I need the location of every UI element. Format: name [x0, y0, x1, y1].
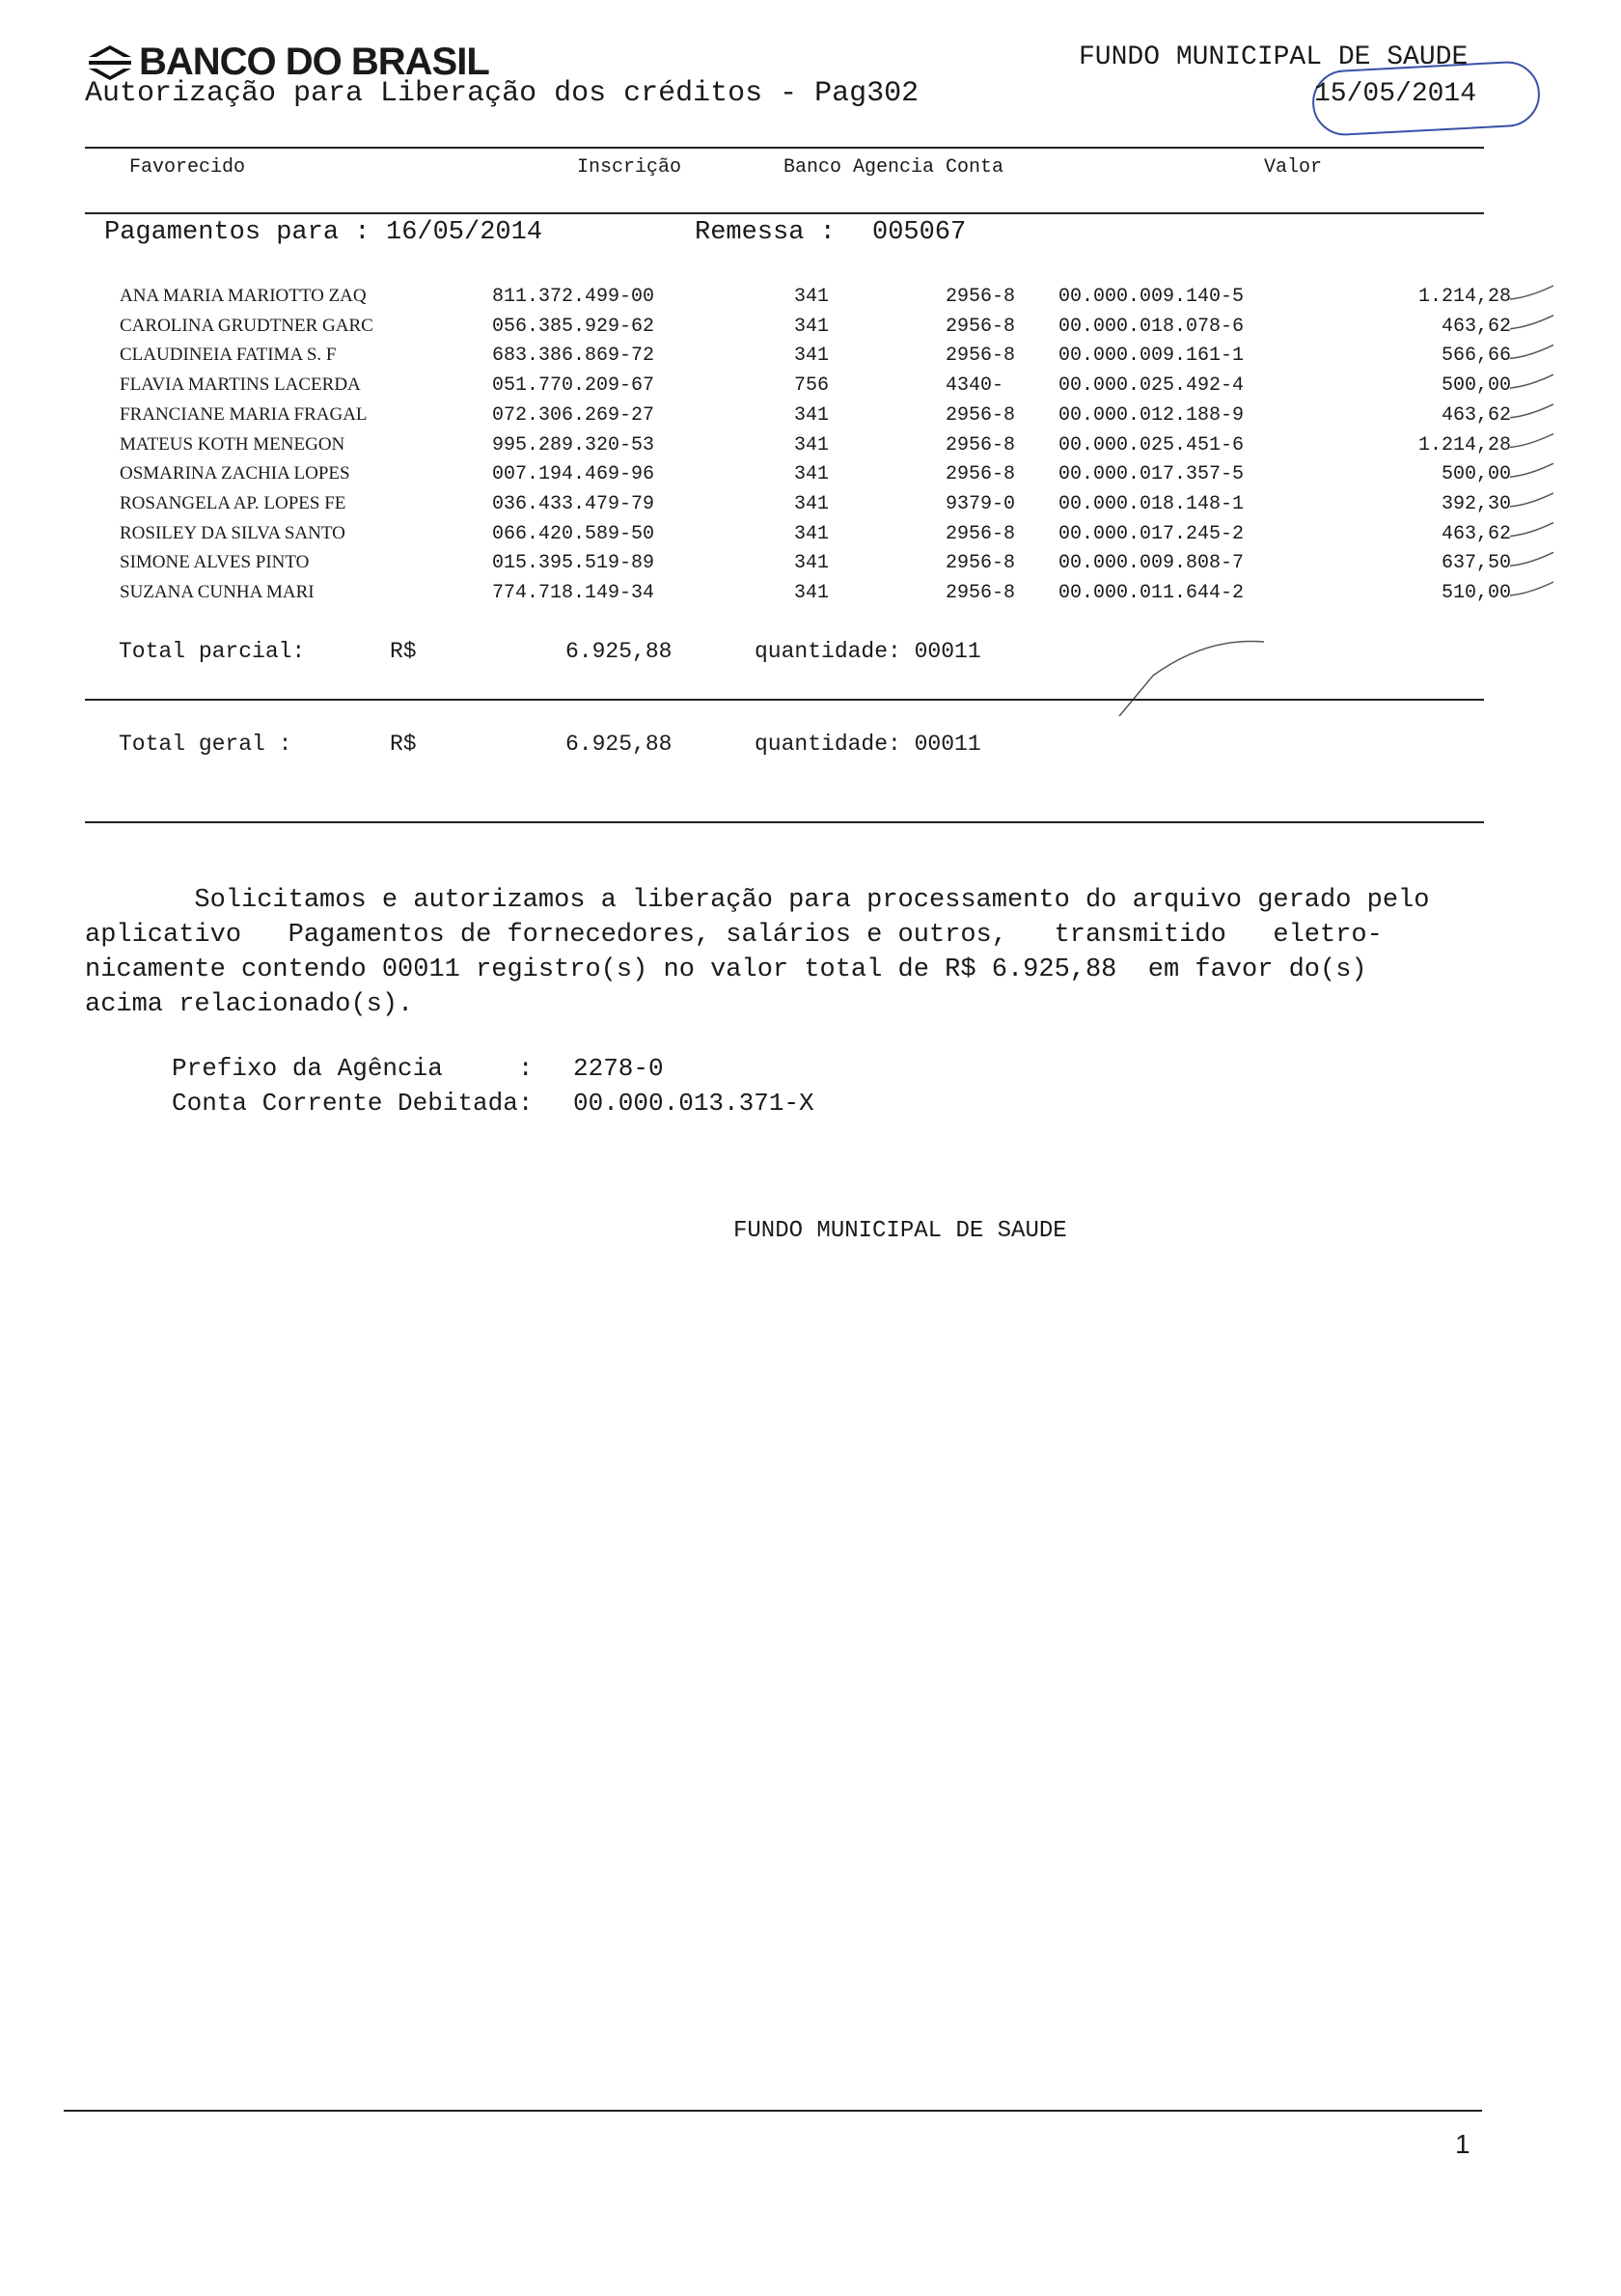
col-header-favorecido: Favorecido: [129, 156, 246, 179]
payment-amount: 463,62: [1441, 403, 1511, 427]
check-mark: [1510, 552, 1553, 566]
agency-code: 2956-8: [946, 345, 1016, 368]
total-geral-quantity: quantidade: 00011: [755, 732, 981, 757]
account-number: 00.000.025.451-6: [1058, 433, 1245, 456]
payee-tax-id: 056.385.929-62: [492, 315, 655, 338]
remessa-number: 005067: [872, 218, 967, 247]
bank-code: 341: [794, 433, 830, 456]
payee-name: FRANCIANE MARIA FRAGAL: [120, 403, 368, 425]
account-number: 00.000.017.245-2: [1058, 522, 1245, 545]
agency-prefix-value: 2278-0: [573, 1054, 664, 1083]
payee-name: OSMARINA ZACHIA LOPES: [120, 463, 350, 484]
agency-code: 2956-8: [946, 403, 1016, 427]
bank-code: 341: [794, 582, 830, 604]
account-number: 00.000.011.644-2: [1058, 582, 1245, 604]
agency-code: 2956-8: [946, 315, 1016, 338]
bank-name: BANCO DO BRASIL: [139, 41, 489, 83]
check-mark: [1510, 582, 1553, 595]
payee-tax-id: 015.395.519-89: [492, 552, 655, 575]
organization-name: FUNDO MUNICIPAL DE SAUDE: [1079, 42, 1469, 72]
authorization-line: aplicativo Pagamentos de fornecedores, salários e outros, transmitido eletro-: [85, 921, 1383, 950]
agency-code: 2956-8: [946, 522, 1016, 545]
check-mark: [1510, 493, 1553, 507]
agency-code: 2956-8: [946, 552, 1016, 575]
payee-name: SUZANA CUNHA MARI: [120, 582, 315, 602]
bank-code: 341: [794, 492, 830, 515]
agency-code: 2956-8: [946, 286, 1016, 308]
total-geral-amount: 6.925,88: [565, 732, 673, 757]
total-parcial-quantity: quantidade: 00011: [755, 639, 981, 664]
account-number: 00.000.018.148-1: [1058, 492, 1245, 515]
payment-amount: 463,62: [1441, 522, 1511, 545]
total-geral-currency: R$: [390, 732, 417, 757]
bank-code: 341: [794, 463, 830, 486]
payee-tax-id: 683.386.869-72: [492, 345, 655, 368]
bank-code: 341: [794, 286, 830, 308]
account-number: 00.000.012.188-9: [1058, 403, 1245, 427]
agency-code: 4340-: [946, 374, 1004, 398]
account-number: 00.000.009.140-5: [1058, 286, 1245, 308]
divider: [85, 699, 1484, 701]
footer-divider: [64, 2110, 1482, 2112]
check-mark: [1510, 434, 1553, 448]
payment-amount: 500,00: [1441, 463, 1511, 486]
handwritten-check-marks: [0, 0, 1621, 733]
col-header-inscricao: Inscrição: [577, 156, 682, 179]
payment-amount: 637,50: [1441, 552, 1511, 575]
total-parcial-currency: R$: [390, 639, 417, 664]
payee-tax-id: 811.372.499-00: [492, 286, 655, 308]
col-header-valor: Valor: [1264, 156, 1323, 179]
total-parcial-amount: 6.925,88: [565, 639, 673, 664]
authorization-paragraph: [85, 883, 1474, 1022]
payee-tax-id: 036.433.479-79: [492, 492, 655, 515]
payee-tax-id: 072.306.269-27: [492, 403, 655, 427]
authorization-line: acima relacionado(s).: [85, 990, 414, 1019]
payment-amount: 510,00: [1441, 582, 1511, 604]
page-number: 1: [1455, 2129, 1470, 2159]
payment-amount: 463,62: [1441, 315, 1511, 338]
payee-name: CLAUDINEIA FATIMA S. F: [120, 345, 337, 366]
payee-name: CAROLINA GRUDTNER GARC: [120, 315, 373, 336]
account-number: 00.000.018.078-6: [1058, 315, 1245, 338]
account-number: 00.000.025.492-4: [1058, 374, 1245, 398]
bank-code: 341: [794, 345, 830, 368]
payee-name: MATEUS KOTH MENEGON: [120, 433, 345, 455]
payee-tax-id: 007.194.469-96: [492, 463, 655, 486]
divider: [85, 821, 1484, 823]
payee-name: ROSANGELA AP. LOPES FE: [120, 492, 346, 513]
payment-date-label: Pagamentos para :: [104, 218, 371, 247]
debited-account-value: 00.000.013.371-X: [573, 1089, 814, 1118]
payee-tax-id: 066.420.589-50: [492, 522, 655, 545]
payee-name: FLAVIA MARTINS LACERDA: [120, 374, 361, 396]
payee-tax-id: 995.289.320-53: [492, 433, 655, 456]
payment-amount: 1.214,28: [1417, 286, 1511, 308]
check-mark: [1510, 523, 1553, 537]
check-mark: [1510, 286, 1553, 299]
payment-amount: 500,00: [1441, 374, 1511, 398]
bank-code: 341: [794, 522, 830, 545]
check-mark: [1510, 374, 1553, 388]
payee-tax-id: 774.718.149-34: [492, 582, 655, 604]
check-mark: [1510, 316, 1553, 329]
bank-code: 341: [794, 403, 830, 427]
bank-code: 756: [794, 374, 830, 398]
payment-amount: 566,66: [1441, 345, 1511, 368]
bank-code: 341: [794, 552, 830, 575]
payee-name: ROSILEY DA SILVA SANTO: [120, 522, 345, 543]
check-mark: [1510, 345, 1553, 358]
payment-amount: 392,30: [1441, 492, 1511, 515]
payee-tax-id: 051.770.209-67: [492, 374, 655, 398]
payment-date: 16/05/2014: [386, 218, 543, 247]
total-parcial-label: Total parcial:: [119, 639, 306, 664]
agency-code: 2956-8: [946, 463, 1016, 486]
handwritten-stroke: [1119, 641, 1264, 716]
account-number: 00.000.009.808-7: [1058, 552, 1245, 575]
check-mark: [1510, 463, 1553, 477]
agency-code: 2956-8: [946, 433, 1016, 456]
payee-name: SIMONE ALVES PINTO: [120, 552, 310, 573]
total-geral-label: Total geral :: [119, 732, 292, 757]
payment-amount: 1.214,28: [1417, 433, 1511, 456]
account-number: 00.000.017.357-5: [1058, 463, 1245, 486]
bank-code: 341: [794, 315, 830, 338]
check-mark: [1510, 404, 1553, 418]
agency-code: 9379-0: [946, 492, 1016, 515]
payee-name: ANA MARIA MARIOTTO ZAQ: [120, 286, 367, 306]
col-header-banco-agencia-conta: Banco Agencia Conta: [783, 156, 1004, 179]
agency-code: 2956-8: [946, 582, 1016, 604]
authorization-line: Solicitamos e autorizamos a liberação para processamento do arquivo gerado pelo: [85, 886, 1430, 915]
debited-account-label: Conta Corrente Debitada:: [172, 1089, 534, 1118]
authorization-line: nicamente contendo 00011 registro(s) no valor total de R$ 6.925,88 em favor do(s): [85, 955, 1367, 984]
account-number: 00.000.009.161-1: [1058, 345, 1245, 368]
signature-organization: FUNDO MUNICIPAL DE SAUDE: [733, 1218, 1067, 1244]
document-date: 15/05/2014: [1314, 79, 1477, 109]
remessa-label: Remessa :: [695, 218, 836, 247]
document-title: Autorização para Liberação dos créditos - Pag302: [85, 77, 920, 110]
agency-prefix-label: Prefixo da Agência :: [172, 1054, 534, 1083]
